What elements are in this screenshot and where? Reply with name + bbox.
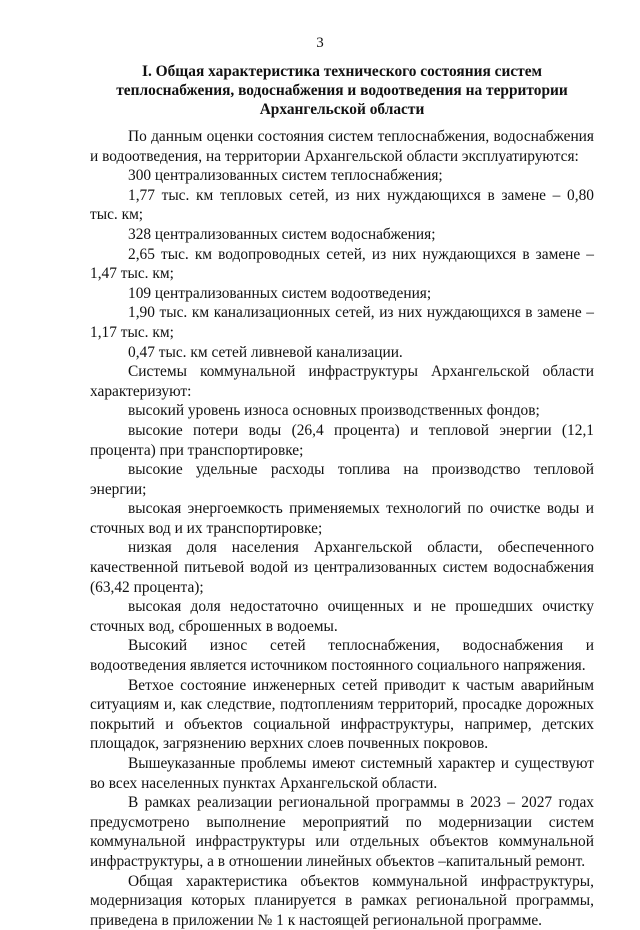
paragraph-water-systems: 328 централизованных систем водоснабжения;	[128, 225, 436, 243]
paragraph-wastewater: высокая доля недостаточно очищенных и не прошедших очистку сточных вод, сброшенных в водоемы.	[90, 598, 594, 635]
page-number: 3	[316, 35, 324, 51]
paragraph-accidents: Ветхое состояние инженерных сетей приводит к частым аварийным ситуациям и, как следствие, подтоплениям территорий, просадке дорожных покрытий и объектов социальной инфраструктуры, например, детских площадок, загрязнению верхних слоев почвенных покровов.	[90, 676, 594, 753]
paragraph-losses: высокие потери воды (26,4 процента) и тепловой энергии (12,1 процента) при транспортировке;	[90, 421, 594, 459]
section-heading-line-3: Архангельской области	[259, 101, 425, 118]
paragraph-sewer-networks: 1,90 тыс. км канализационных сетей, из них нуждающихся в замене – 1,17 тыс. км;	[90, 304, 594, 341]
paragraph-intro: По данным оценки состояния систем теплоснабжения, водоснабжения и водоотведения, на территории Архангельской области эксплуатируются:	[90, 128, 594, 165]
section-heading-line-1: I. Общая характеристика технического состояния систем	[141, 63, 543, 80]
paragraph-water-networks: 2,65 тыс. км водопроводных сетей, из них нуждающихся в замене – 1,47 тыс. км;	[90, 245, 594, 283]
body-text	[90, 127, 594, 930]
paragraph-energy-intensity: высокая энергоемкость применяемых технологий по очистке воды и сточных вод и их транспортировке;	[90, 500, 594, 537]
paragraph-heat-systems: 300 централизованных систем теплоснабжения;	[128, 167, 443, 185]
paragraph-program-measures: В рамках реализации региональной программы в 2023 – 2027 годах предусмотрено выполнение мероприятий по модернизации систем коммунальной инфраструктуры или отдельных объектов коммунальной инфраструктуры, а в отношении линейных объектов –капитальный ремонт.	[90, 794, 594, 870]
paragraph-social-tension: Высокий износ сетей теплоснабжения, водоснабжения и водоотведения является источником постоянного социального напряжения.	[90, 637, 594, 675]
paragraph-wear-level: высокий уровень износа основных производственных фондов;	[128, 402, 540, 420]
paragraph-storm-sewer: 0,47 тыс. км сетей ливневой канализации.	[128, 343, 403, 361]
paragraph-heat-networks: 1,77 тыс. км тепловых сетей, из них нуждающихся в замене – 0,80 тыс. км;	[90, 186, 594, 224]
section-heading	[90, 62, 594, 119]
section-heading-line-2: теплоснабжения, водоснабжения и водоотведения на территории	[116, 82, 568, 99]
paragraph-fuel-consumption: высокие удельные расходы топлива на производство тепловой энергии;	[90, 461, 594, 498]
paragraph-drinking-water: низкая доля населения Архангельской области, обеспеченного качественной питьевой водой из централизованных систем водоснабжения (63,42 процента);	[90, 539, 594, 596]
paragraph-appendix-reference: Общая характеристика объектов коммунальной инфраструктуры, модернизация которых планируется в рамках региональной программы, приведена в приложении № 1 к настоящей региональной программе.	[90, 872, 594, 929]
paragraph-sewer-systems: 109 централизованных систем водоотведения;	[128, 284, 432, 302]
paragraph-characteristics-intro: Системы коммунальной инфраструктуры Архангельской области характеризуют:	[90, 363, 594, 400]
paragraph-systemic-problems: Вышеуказанные проблемы имеют системный характер и существуют во всех населенных пунктах Архангельской области.	[90, 755, 594, 792]
